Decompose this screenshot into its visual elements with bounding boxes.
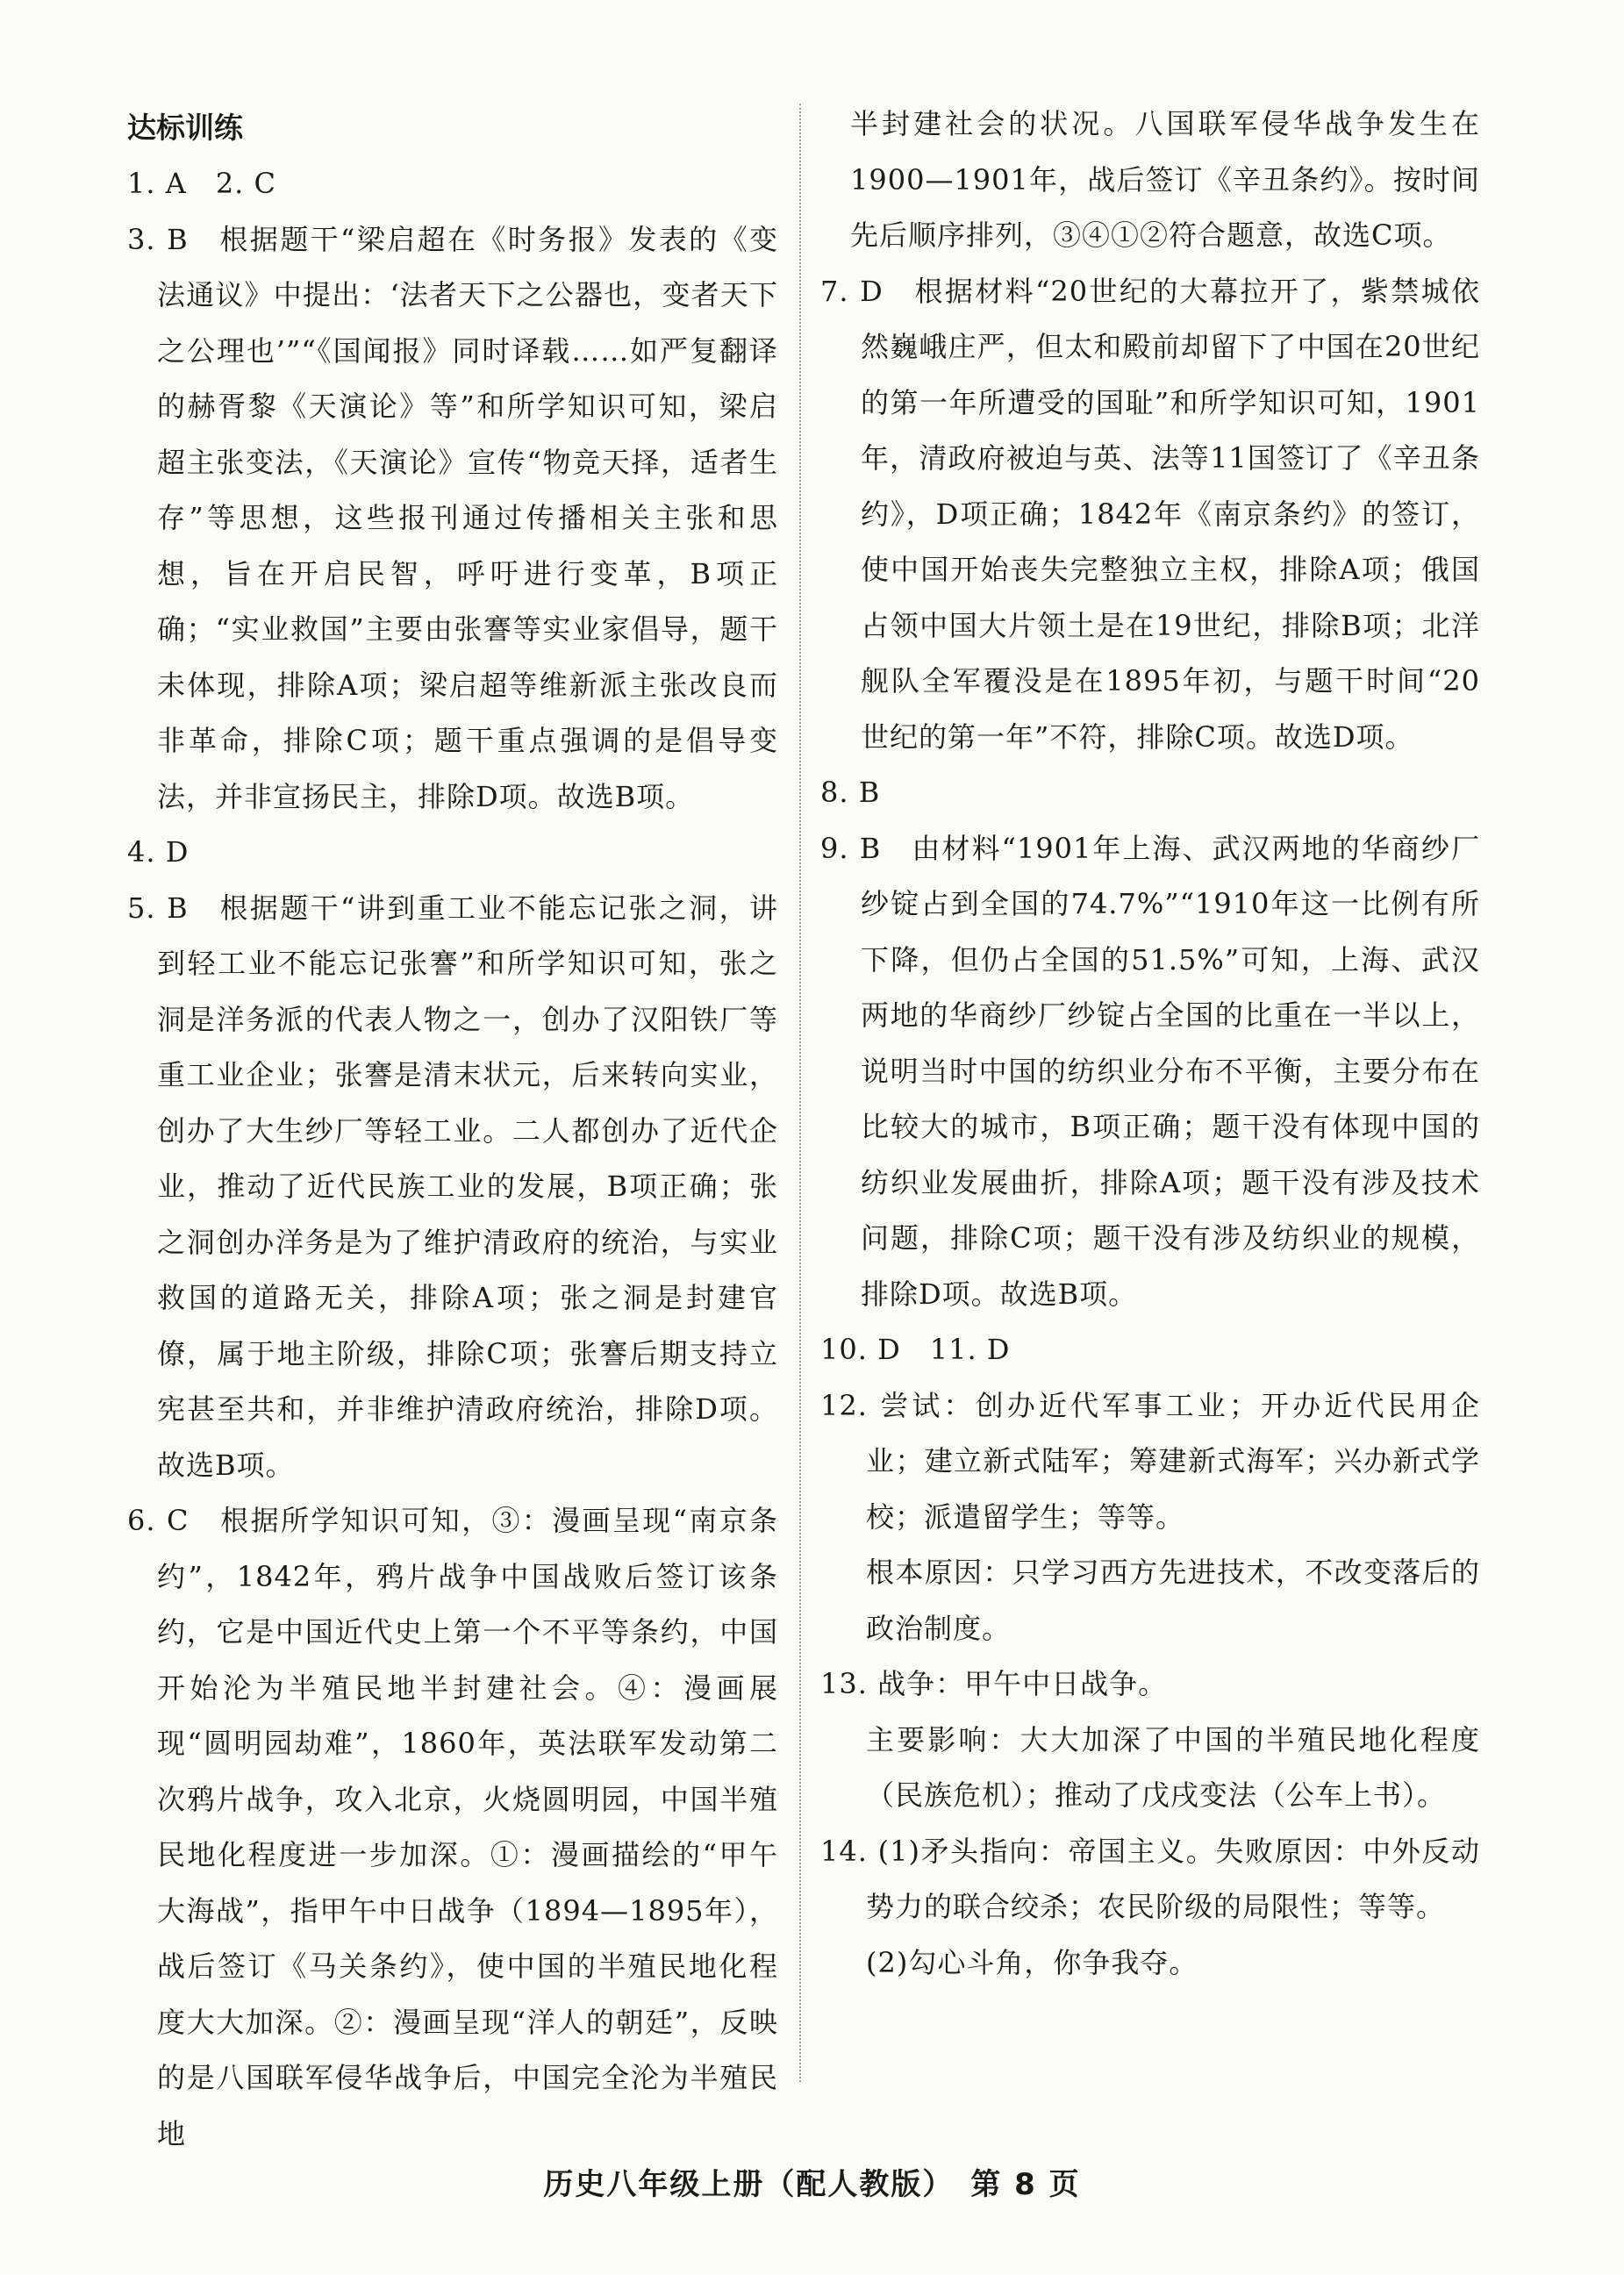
answer-3: 3. B 根据题干“梁启超在《时务报》发表的《变法通议》中提出：‘法者天下之公器也，变者天下之公理也’”“《国闻报》同时译载……如严复翻译的赫胥黎《天演论》等”和所学知识可知，梁启超主张变法，《天演论》宣传“物竞天择，适者生存”等思想，这些报刊通过传播相关主张和思想，旨在开启民智，呼吁进行变革，B项正确；“实业救国”主要由张謇等实业家倡导，题干未体现，排除A项；梁启超等维新派主张改良而非革命，排除C项；题干重点强调的是倡导变法，并非宣扬民主，排除D项。故选B项。	[127, 222, 778, 813]
answer-7: 7. D 根据材料“20世纪的大幕拉开了，紫禁城依然巍峨庄严，但太和殿前却留下了中国在20世纪的第一年所遭受的国耻”和所学知识可知，1901年，清政府被迫与英、法等11国签订了《辛丑条约》，D项正确；1842年《南京条约》的签订，使中国开始丧失完整独立主权，排除A项；俄国占领中国大片领土是在19世纪，排除B项；北洋舰队全军覆没是在1895年初，与题干时间“20世纪的第一年”不符，排除C项。故选D项。	[820, 274, 1480, 754]
answer-10-11: 10. D 11. D	[820, 1333, 1011, 1366]
answer-12: 12. 尝试：创办近代军事工业；开办近代民用企业；建立新式陆军；筹建新式海军；兴办新式学校；派遣留学生；等等。	[820, 1388, 1480, 1534]
answer-1-2: 1. A 2. C	[127, 167, 277, 200]
answer-5: 5. B 根据题干“讲到重工业不能忘记张之洞，讲到轻工业不能忘记张謇”和所学知识可知，张之洞是洋务派的代表人物之一，创办了汉阳铁厂等重工业企业；张謇是清末状元，后来转向实业，创办了大生纱厂等轻工业。二人都创办了近代企业，推动了近代民族工业的发展，B项正确；张之洞创办洋务是为了维护清政府的统治，与实业救国的道路无关，排除A项；张之洞是封建官僚，属于地主阶级，排除C项；张謇后期支持立宪甚至共和，并非维护清政府统治，排除D项。故选B项。	[127, 891, 778, 1482]
answer-12-reason: 根本原因：只学习西方先进技术，不改变落后的政治制度。	[866, 1556, 1480, 1645]
right-column	[820, 104, 1480, 1991]
answer-14-part2: (2)勾心斗角，你争我夺。	[866, 1945, 1198, 1979]
page-footer: 历史八年级上册（配人教版） 第 8 页	[543, 2167, 1081, 2202]
answer-6: 6. C 根据所学知识可知，③：漫画呈现“南京条约”，1842年，鸦片战争中国战败后签订该条约，它是中国近代史上第一个不平等条约，中国开始沦为半殖民地半封建社会。④：漫画展现“圆明园劫难”，1860年，英法联军发动第二次鸦片战争，攻入北京，火烧圆明园，中国半殖民地化程度进一步加深。①：漫画描绘的“甲午大海战”，指甲午中日战争（1894—1895年），战后签订《马关条约》，使中国的半殖民地化程度大大加深。②：漫画呈现“洋人的朝廷”，反映的是八国联军侵华战争后，中国完全沦为半殖民地	[127, 1504, 778, 2150]
column-divider	[799, 104, 801, 2082]
section-heading: 达标训练	[127, 111, 243, 145]
left-column	[127, 104, 778, 2162]
answer-13-impact: 主要影响：大大加深了中国的半殖民地化程度（民族危机）；推动了戊戌变法（公车上书）。	[866, 1722, 1480, 1812]
answer-14: 14. (1)矛头指向：帝国主义。失败原因：中外反动势力的联合绞杀；农民阶级的局限性；等等。	[820, 1834, 1480, 1923]
answer-13: 13. 战争：甲午中日战争。	[820, 1667, 1168, 1700]
answer-9: 9. B 由材料“1901年上海、武汉两地的华商纱厂纱锭占到全国的74.7%”“1910年这一比例有所下降，但仍占全国的51.5%”可知，上海、武汉两地的华商纱厂纱锭占全国的比重在一半以上，说明当时中国的纺织业分布不平衡，主要分布在比较大的城市，B项正确；题干没有体现中国的纺织业发展曲折，排除A项；题干没有涉及技术问题，排除C项；题干没有涉及纺织业的规模，排除D项。故选B项。	[820, 831, 1480, 1311]
answer-8: 8. B	[820, 776, 881, 809]
answer-4: 4. D	[127, 835, 190, 869]
answer-6-continued: 半封建社会的状况。八国联军侵华战争发生在1900—1901年，战后签订《辛丑条约》。按时间先后顺序排列，③④①②符合题意，故选C项。	[850, 107, 1480, 252]
